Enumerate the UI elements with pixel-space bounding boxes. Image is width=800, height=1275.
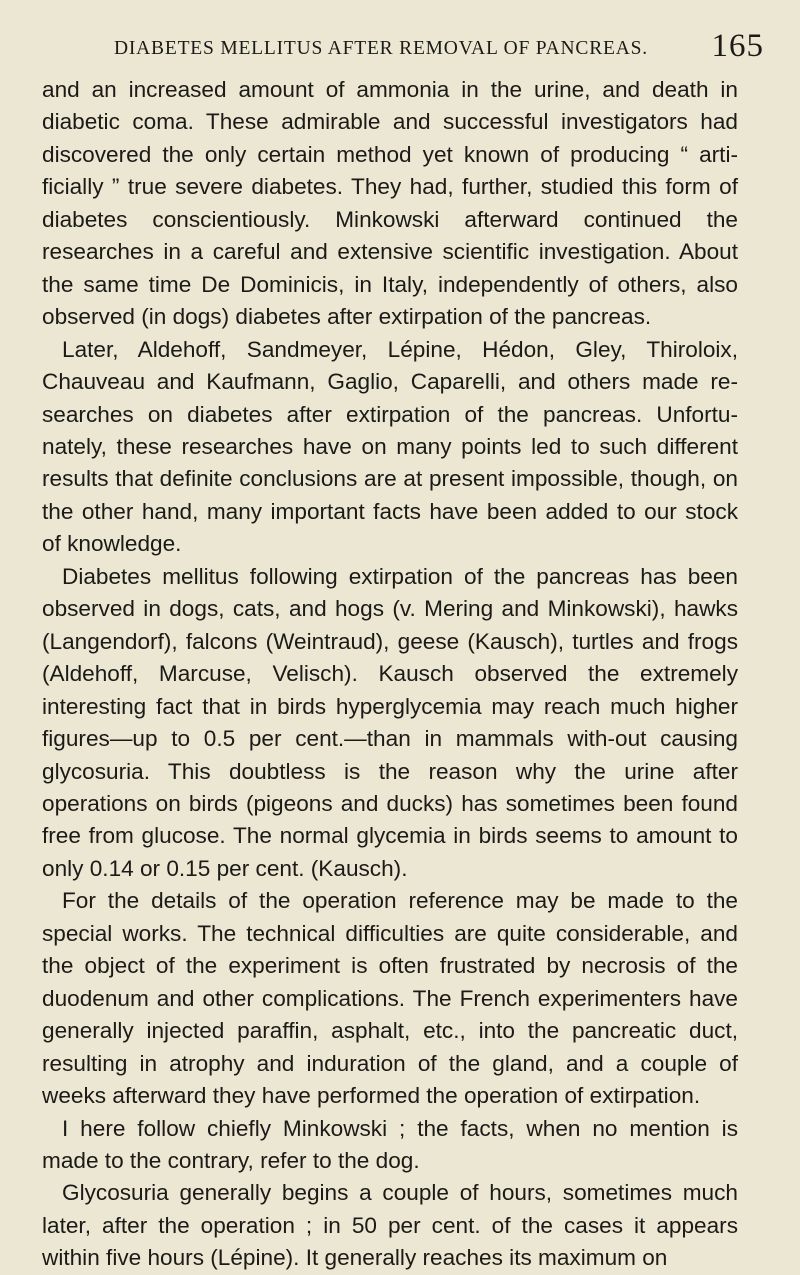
paragraph: and an increased amount of ammonia in the urine, and death in diabetic coma. These admirable and successful investigators had discovered the only certain method yet known of producing “ arti-ficially ” true severe diabetes. They had, further, studied this form of diabetes conscientiously. Minkowski afterward continued the researches in a careful and extensive scientific investigation. About the same time De Dominicis, in Italy, independently of others, also observed (in dogs) diabetes after extirpation of the pancreas. xyxy=(42,77,738,330)
paragraph: Diabetes mellitus following extirpation of the pancreas has been observed in dogs, cats, and hogs (v. Mering and Minkowski), hawks (Langendorf), falcons (Weintraud), geese (Kausch), turtles and frogs (Aldehoff, Marcuse, Velisch). Kausch observed the extremely interesting fact that in birds hyperglycemia may reach much higher figures—up to 0.5 per cent.—than in mammals with-out causing glycosuria. This doubtless is the reason why the urine after operations on birds (pigeons and ducks) has sometimes been found free from glucose. The normal glycemia in birds seems to amount to only 0.14 or 0.15 per cent. (Kausch). xyxy=(42,563,738,881)
paragraph: Glycosuria generally begins a couple of hours, sometimes much later, after the operation ; in 50 per cent. of the cases it appears within five hours (Lépine). It generally reaches its maximum on xyxy=(42,1180,738,1271)
page-number: 165 xyxy=(711,28,764,64)
running-title: DIABETES MELLITUS AFTER REMOVAL OF PANCREAS. xyxy=(114,38,648,59)
paragraph: Later, Aldehoff, Sandmeyer, Lépine, Hédon, Gley, Thiroloix, Chauveau and Kaufmann, Gaglio, Caparelli, and others made re-searches on diabetes after extirpation of the pancreas. Unfortu-nately, these researches have on many points led to such different results that definite conclusions are at present impossible, though, on the other hand, many important facts have been added to our stock of knowledge. xyxy=(42,336,738,557)
paragraph: I here follow chiefly Minkowski ; the facts, when no mention is made to the contrary, refer to the dog. xyxy=(42,1115,738,1173)
paragraph: For the details of the operation reference may be made to the special works. The technical difficulties are quite considerable, and the object of the experiment is often frustrated by necrosis of the duodenum and other complications. The French experimenters have generally injected paraffin, asphalt, etc., into the pancreatic duct, resulting in atrophy and induration of the gland, and a couple of weeks afterward they have performed the operation of extirpation. xyxy=(42,888,738,1109)
page-header xyxy=(42,30,768,74)
body-text xyxy=(42,74,738,1275)
